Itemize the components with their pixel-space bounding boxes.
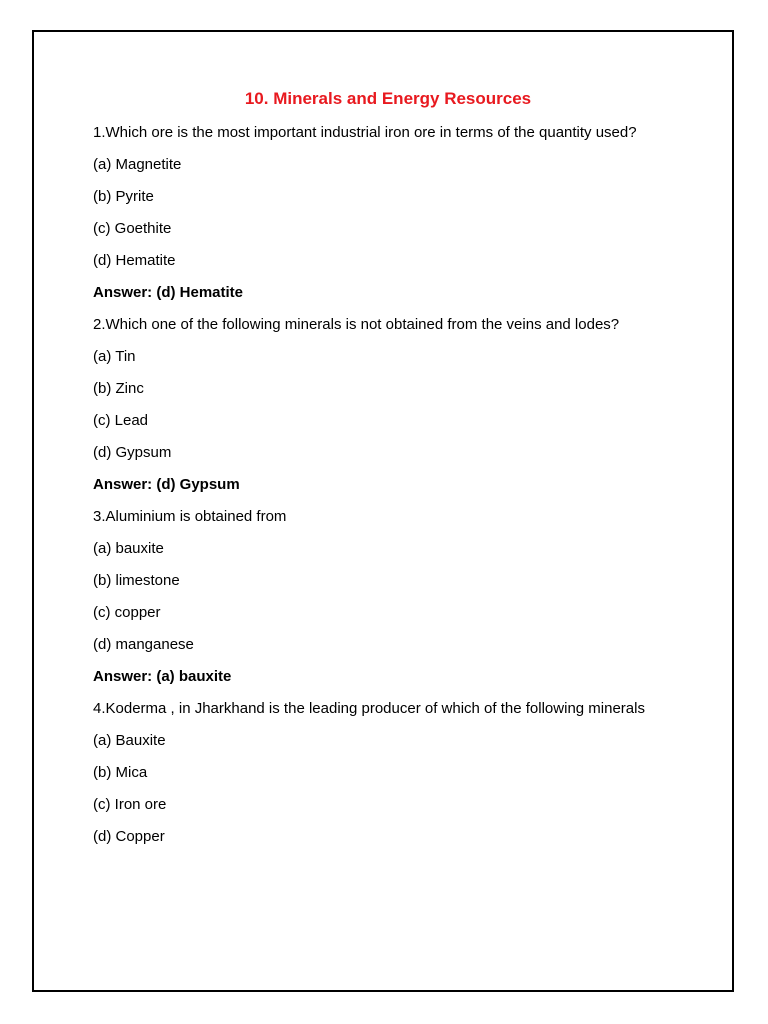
question-text: 2.Which one of the following minerals is not obtained from the veins and lodes? [93,316,620,333]
option-d: (d) Gypsum [93,444,172,461]
option-b: (b) Pyrite [93,188,154,205]
option-b: (b) Zinc [93,380,144,397]
option-a: (a) Magnetite [93,156,182,173]
option-c: (c) copper [93,604,161,621]
question-text: 4.Koderma , in Jharkhand is the leading producer of which of the following minerals [93,700,645,717]
question-text: 3.Aluminium is obtained from [93,508,287,525]
answer-text: Answer: (d) Gypsum [93,476,240,493]
question-text: 1.Which ore is the most important industrial iron ore in terms of the quantity used? [93,124,637,141]
option-c: (c) Lead [93,412,149,429]
answer-text: Answer: (d) Hematite [93,284,244,301]
option-b: (b) limestone [93,572,180,589]
option-c: (c) Iron ore [93,796,167,813]
option-a: (a) bauxite [93,540,164,557]
question-block-4 [93,698,683,848]
option-d: (d) manganese [93,636,194,653]
document-content [93,88,683,858]
question-block-3 [93,506,683,688]
option-a: (a) Bauxite [93,732,166,749]
option-b: (b) Mica [93,764,148,781]
question-block-2 [93,314,683,496]
option-a: (a) Tin [93,348,136,365]
option-d: (d) Copper [93,828,165,845]
document-title: 10. Minerals and Energy Resources [244,89,532,108]
question-block-1 [93,122,683,304]
option-c: (c) Goethite [93,220,172,237]
option-d: (d) Hematite [93,252,176,269]
answer-text: Answer: (a) bauxite [93,668,232,685]
